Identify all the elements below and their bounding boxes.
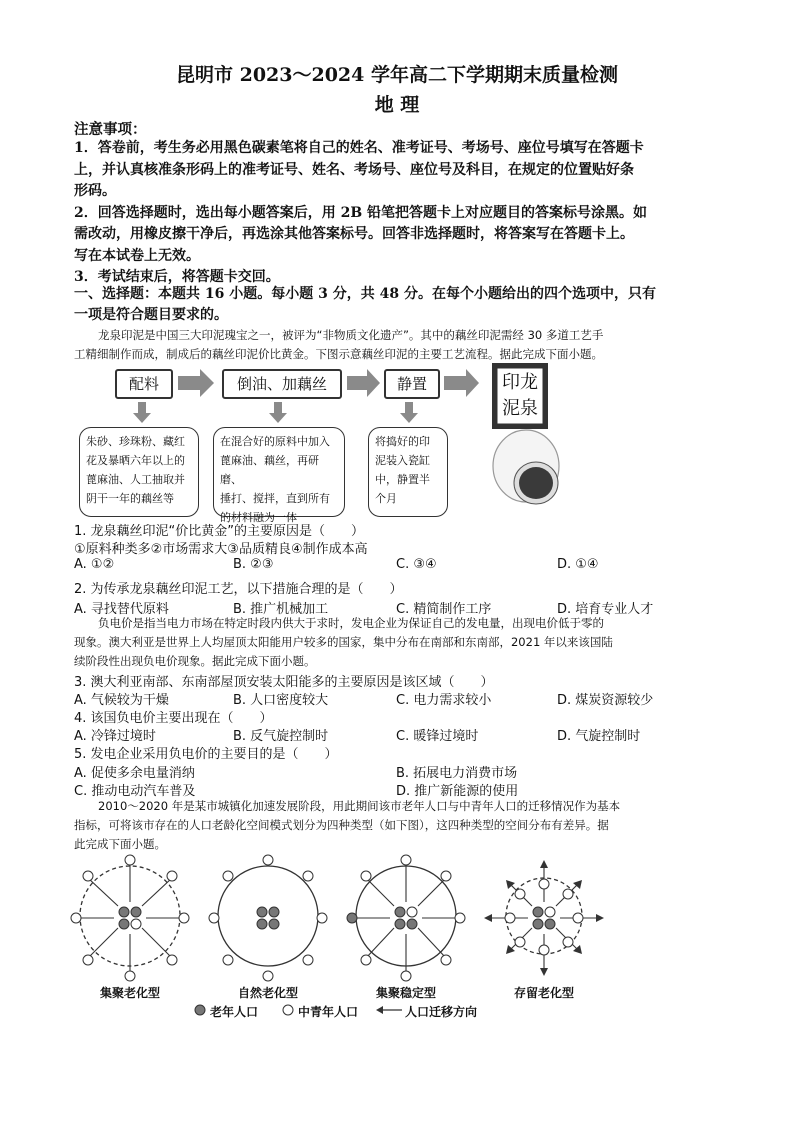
q2-option-b[interactable]: B. 推广机械加工 <box>233 602 329 617</box>
flow-step-peiliao: 配料 <box>115 369 173 399</box>
q3-option-c[interactable]: C. 电力需求较小 <box>396 693 492 708</box>
passage-line: 负电价是指当电力市场在特定时段内供大于求时，发电企业为保证自己的发电量，出现电价低于零的 <box>98 616 604 630</box>
question-1-stem: 1. 龙泉藕丝印泥“价比黄金”的主要原因是（ ） <box>74 524 365 539</box>
notice-line: 上，并认真核准条形码上的准考证号、姓名、考场号、座位号及科目，在规定的位置贴好条 <box>74 161 634 178</box>
notice-line: 1．答卷前，考生务必用黑色碳素笔将自己的姓名、准考证号、考场号、座位号填写在答题卡 <box>74 140 644 156</box>
question-1-extra: ①原料种类多②市场需求大③品质精良④制作成本高 <box>74 542 368 557</box>
q1-option-b[interactable]: B. ②③ <box>233 557 274 572</box>
section-heading-line2: 一项是符合题目要求的。 <box>74 307 228 323</box>
flow-arrow-icon <box>178 369 214 397</box>
flow-note-2: 在混合好的原料中加入 蓖麻油、藕丝，再研磨、 捶打、搅拌，直到所有 的材料融为一体 <box>213 427 345 517</box>
notice-line: 2．回答选择题时，选出每小题答案后，用 2B 铅笔把答题卡上对应题目的答案标号涂黑。如 <box>74 204 648 221</box>
notice-heading: 注意事项： <box>74 121 147 138</box>
notice-line: 3．考试结束后，将答题卡交回。 <box>74 269 280 285</box>
q5-option-c[interactable]: C. 推动电动汽车普及 <box>74 784 196 799</box>
diagram-label-2: 自然老化型 <box>237 986 298 1000</box>
diagram-label-1: 集聚老化型 <box>99 986 160 1000</box>
passage-2 <box>74 614 724 671</box>
question-3-stem: 3. 澳大利亚南部、东南部屋顶安装太阳能多的主要原因是该区域（ ） <box>74 675 494 690</box>
diagram-jujulaohua <box>71 855 189 981</box>
q2-option-d[interactable]: D. 培育专业人才 <box>557 602 654 617</box>
section-heading-line1: 一、选择题：本题共 16 小题。每小题 3 分，共 48 分。在每个小题给出的四个选项中，只有 <box>74 286 656 302</box>
diagram-ziranlaohua <box>209 855 327 981</box>
passage-3 <box>74 797 724 854</box>
notice-line: 需改动，用橡皮擦干净后，再选涂其他答案标号。回答非选择题时，将答案写在答题卡上。 <box>74 226 634 242</box>
flow-note-3: 将捣好的印 泥装入瓷缸 中，静置半 个月 <box>368 427 448 517</box>
legend-elderly-icon <box>195 1005 205 1015</box>
subject-title: 地 理 <box>374 94 420 116</box>
passage-line: 龙泉印泥是中国三大印泥瑰宝之一，被评为“非物质文化遗产”。其中的藕丝印泥需经 30 多道工艺手 <box>98 328 604 342</box>
q2-option-a[interactable]: A. 寻找替代原料 <box>74 602 169 617</box>
seal-text: 印龙 泥泉 <box>502 372 538 419</box>
down-arrow-icon <box>400 402 418 423</box>
down-arrow-icon <box>269 402 287 423</box>
flow-note-1: 朱砂、珍珠粉、藏红 花及暴晒六年以上的 蓖麻油、人工抽取并 阴干一年的藕丝等 <box>79 427 199 517</box>
q1-option-c[interactable]: C. ③④ <box>396 557 437 572</box>
question-2-stem: 2. 为传承龙泉藕丝印泥工艺，以下措施合理的是（ ） <box>74 582 403 597</box>
notice-line: 写在本试卷上无效。 <box>74 247 200 264</box>
flow-step-jingzhi: 静置 <box>384 369 440 399</box>
diagram-label-3: 集聚稳定型 <box>375 986 436 1000</box>
question-5-stem: 5. 发电企业采用负电价的主要目的是（ ） <box>74 747 338 762</box>
flow-step-daoyou: 倒油、加藕丝 <box>222 369 342 399</box>
q3-option-a[interactable]: A. 气候较为干燥 <box>74 693 169 708</box>
q3-option-d[interactable]: D. 煤炭资源较少 <box>557 693 654 708</box>
q1-option-d[interactable]: D. ①④ <box>557 557 599 572</box>
flow-arrow-icon <box>347 369 380 397</box>
legend-migration-icon <box>376 1006 402 1014</box>
passage-line: 工精细制作而成，制成后的藕丝印泥价比黄金。下图示意藕丝印泥的主要工艺流程。据此完成下面小题。 <box>74 347 603 361</box>
passage-line: 此完成下面小题。 <box>74 837 166 851</box>
down-arrow-icon <box>133 402 151 423</box>
q5-option-b[interactable]: B. 拓展电力消费市场 <box>396 766 518 781</box>
legend-youth-icon <box>283 1005 293 1015</box>
diagram-label-4: 存留老化型 <box>513 986 574 1000</box>
q4-option-b[interactable]: B. 反气旋控制时 <box>233 729 329 744</box>
question-4-stem: 4. 该国负电价主要出现在（ ） <box>74 711 273 726</box>
diagram-jujuwending <box>347 855 465 981</box>
q3-option-b[interactable]: B. 人口密度较大 <box>233 693 329 708</box>
exam-title: 昆明市 2023～2024 学年高二下学期期末质量检测 <box>176 64 618 86</box>
q4-option-a[interactable]: A. 冷锋过境时 <box>74 729 156 744</box>
q5-option-a[interactable]: A. 促使多余电量消纳 <box>74 766 195 781</box>
q2-option-c[interactable]: C. 精简制作工序 <box>396 602 492 617</box>
flow-arrow-icon <box>444 369 479 397</box>
legend-elderly-label: 老年人口 <box>210 1005 259 1019</box>
passage-line: 指标，可将该市存在的人口老龄化空间模式划分为四种类型（如下图），这四种类型的空间分布有差异。据 <box>74 818 609 832</box>
diagram-cunliulaohua <box>484 860 604 976</box>
q1-option-a[interactable]: A. ①② <box>74 557 115 572</box>
q4-option-d[interactable]: D. 气旋控制时 <box>557 729 641 744</box>
q4-option-c[interactable]: C. 暖锋过境时 <box>396 729 479 744</box>
q5-option-d[interactable]: D. 推广新能源的使用 <box>396 784 519 799</box>
notice-line: 形码。 <box>74 183 116 199</box>
legend-youth-label: 中青年人口 <box>298 1005 359 1019</box>
passage-line: 2010～2020 年是某市城镇化加速发展阶段，用此期间该市老年人口与中青年人口的迁移情况作为基本 <box>98 799 621 813</box>
passage-line: 续阶段性出现负电价现象。据此完成下面小题。 <box>74 654 316 668</box>
legend-migration-label: 人口迁移方向 <box>405 1005 478 1019</box>
passage-line: 现象。澳大利亚是世界上人均屋顶太阳能用户较多的国家，集中分布在南部和东南部，2021 年以来该国陆 <box>74 635 613 649</box>
